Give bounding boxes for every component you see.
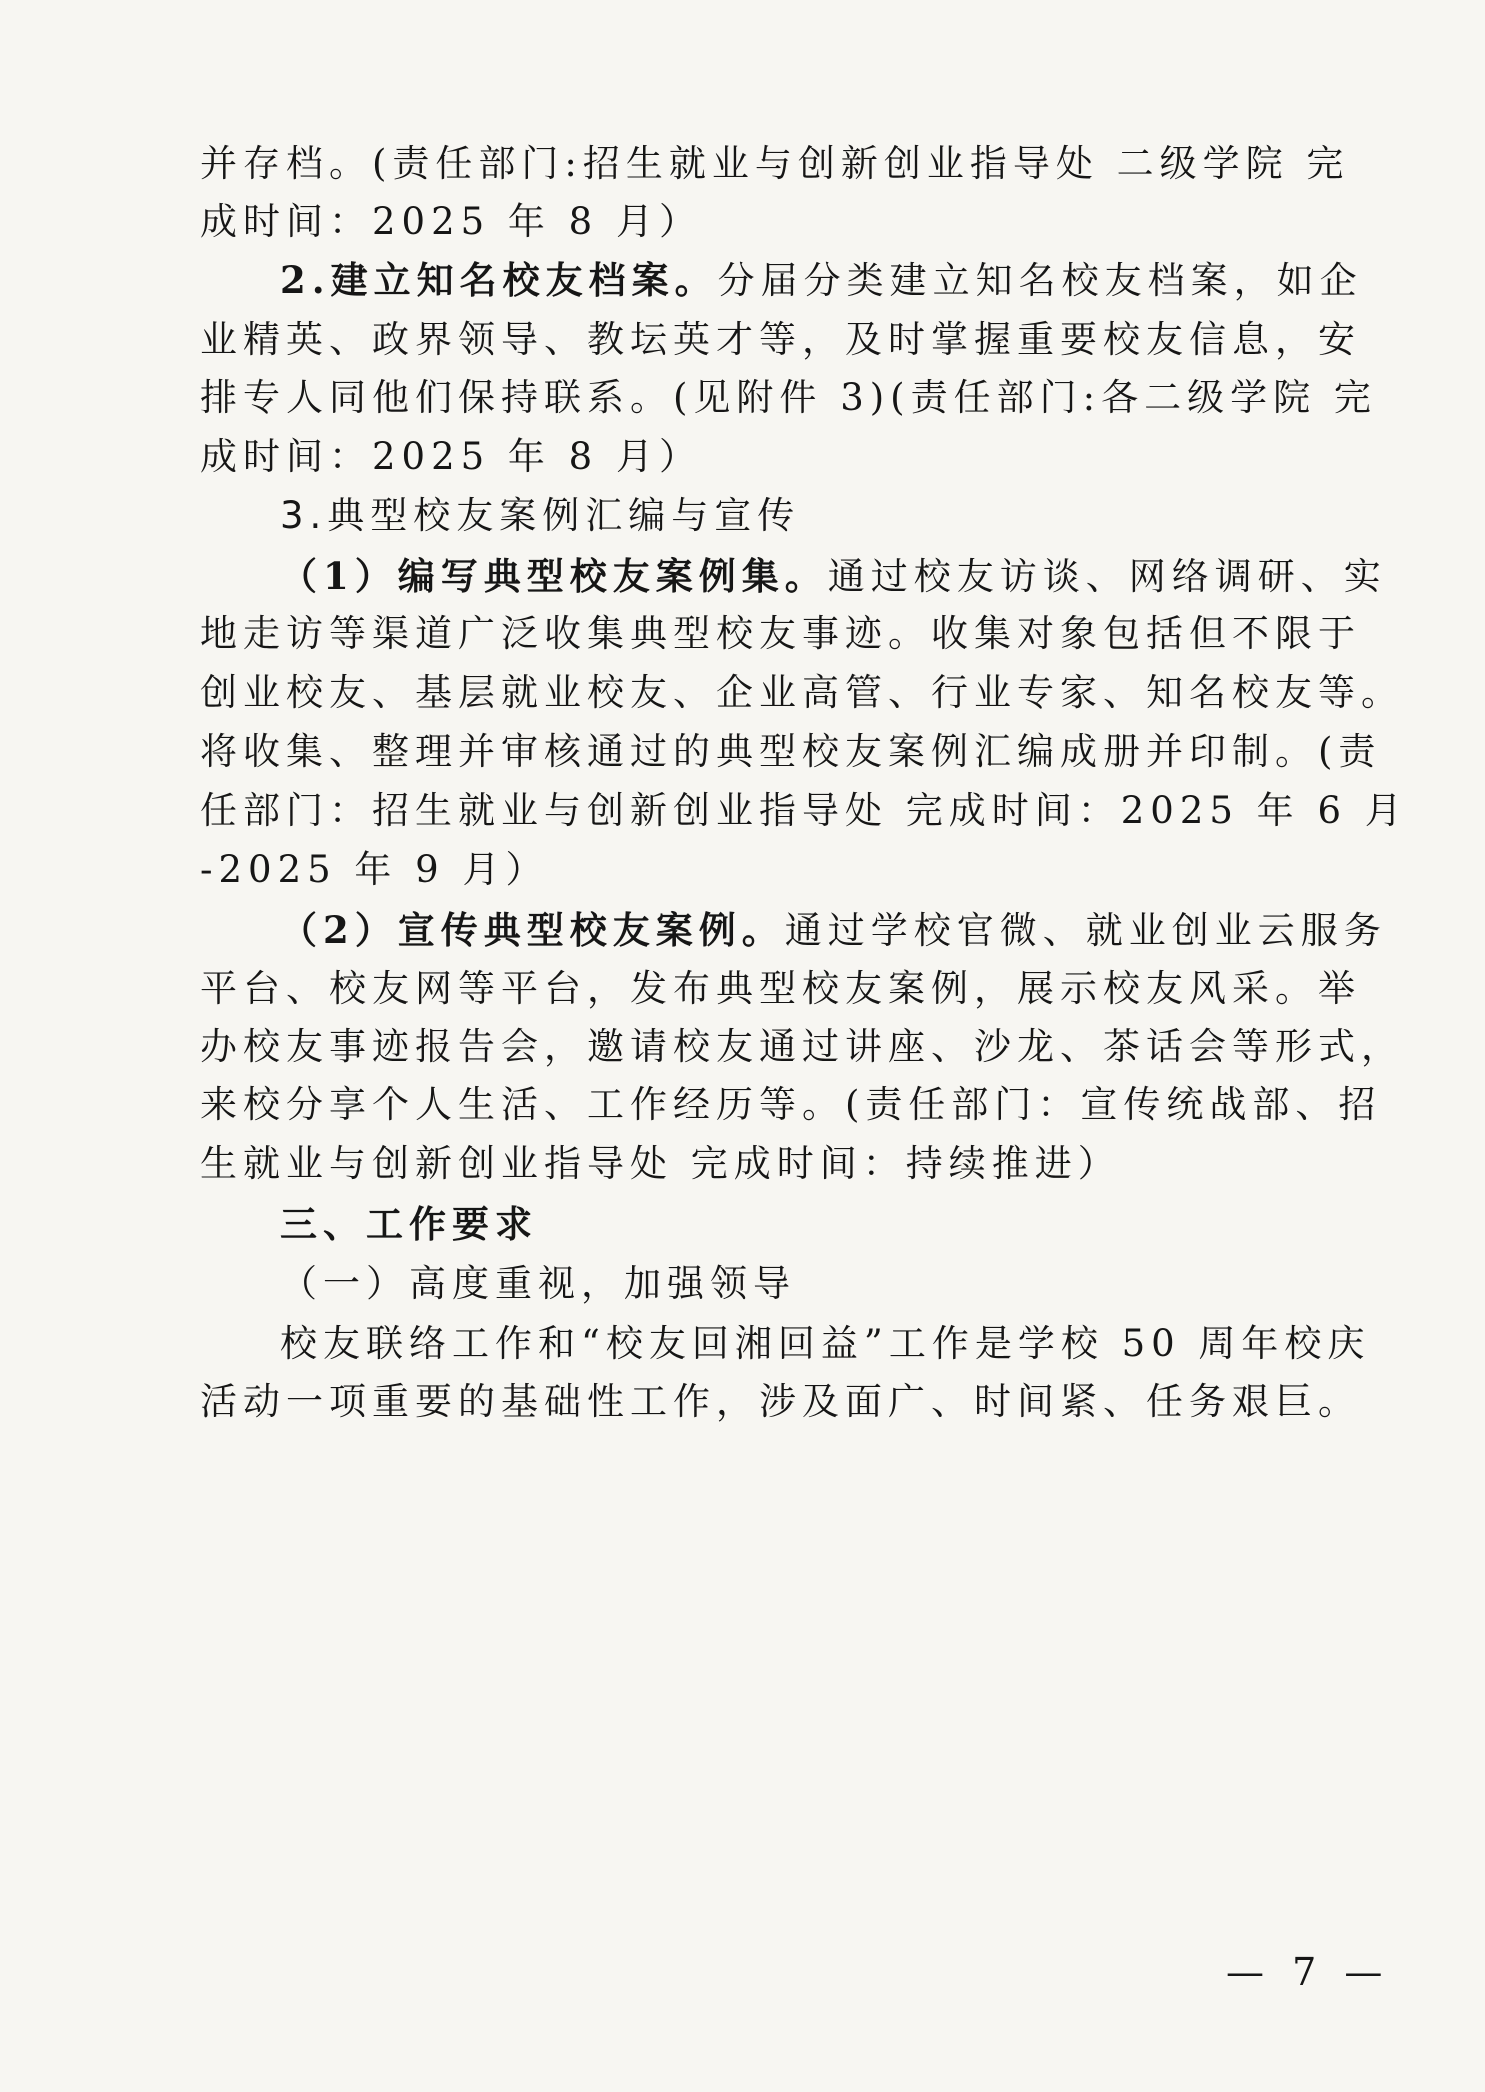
body-line: 成时间：2025 年 8 月） (200, 435, 702, 478)
body-line: 成时间：2025 年 8 月） (200, 200, 702, 243)
body-line: 生就业与创新创业指导处 完成时间：持续推进） (200, 1142, 1121, 1185)
sub-item-2-heading: （2）宣传典型校友案例。 (280, 908, 785, 952)
body-line: 来校分享个人生活、工作经历等。(责任部门：宣传统战部、招 (200, 1083, 1382, 1126)
body-line: 校友联络工作和“校友回湘回益”工作是学校 50 周年校庆 (280, 1322, 1371, 1365)
body-line: 并存档。(责任部门:招生就业与创新创业指导处 二级学院 完 (200, 142, 1350, 185)
sub-item-1-heading: （1）编写典型校友案例集。 (280, 554, 828, 598)
body-line: 任部门：招生就业与创新创业指导处 完成时间：2025 年 6 月 (200, 789, 1408, 832)
body-line: 地走访等渠道广泛收集典型校友事迹。收集对象包括但不限于 (200, 612, 1361, 655)
body-line: 业精英、政界领导、教坛英才等，及时掌握重要校友信息，安 (200, 318, 1361, 361)
body-line: 活动一项重要的基础性工作，涉及面广、时间紧、任务艰巨。 (200, 1380, 1361, 1423)
item-2-heading: 2.建立知名校友档案。 (280, 258, 718, 302)
section-heading: 三、工作要求 (280, 1203, 538, 1246)
body-line: 将收集、整理并审核通过的典型校友案例汇编成册并印制。(责 (200, 730, 1382, 773)
sub-item-1-heading-line: （1）编写典型校友案例集。通过校友访谈、网络调研、实 (280, 554, 1387, 598)
item-3-heading: 3.典型校友案例汇编与宣传 (280, 494, 801, 537)
body-line: -2025 年 9 月） (200, 848, 549, 891)
page-number: — 7 — (1226, 1950, 1391, 1994)
subsection-heading: （一）高度重视，加强领导 (280, 1262, 796, 1305)
body-line: 平台、校友网等平台，发布典型校友案例，展示校友风采。举 (200, 967, 1361, 1010)
item-2-heading-line: 2.建立知名校友档案。分届分类建立知名校友档案，如企 (280, 258, 1363, 302)
body-line: 办校友事迹报告会，邀请校友通过讲座、沙龙、茶话会等形式， (200, 1025, 1404, 1068)
sub-item-2-heading-line: （2）宣传典型校友案例。通过学校官微、就业创业云服务 (280, 908, 1387, 952)
body-line: 排专人同他们保持联系。(见附件 3)(责任部门:各二级学院 完 (200, 376, 1377, 419)
body-line: 创业校友、基层就业校友、企业高管、行业专家、知名校友等。 (200, 671, 1404, 714)
